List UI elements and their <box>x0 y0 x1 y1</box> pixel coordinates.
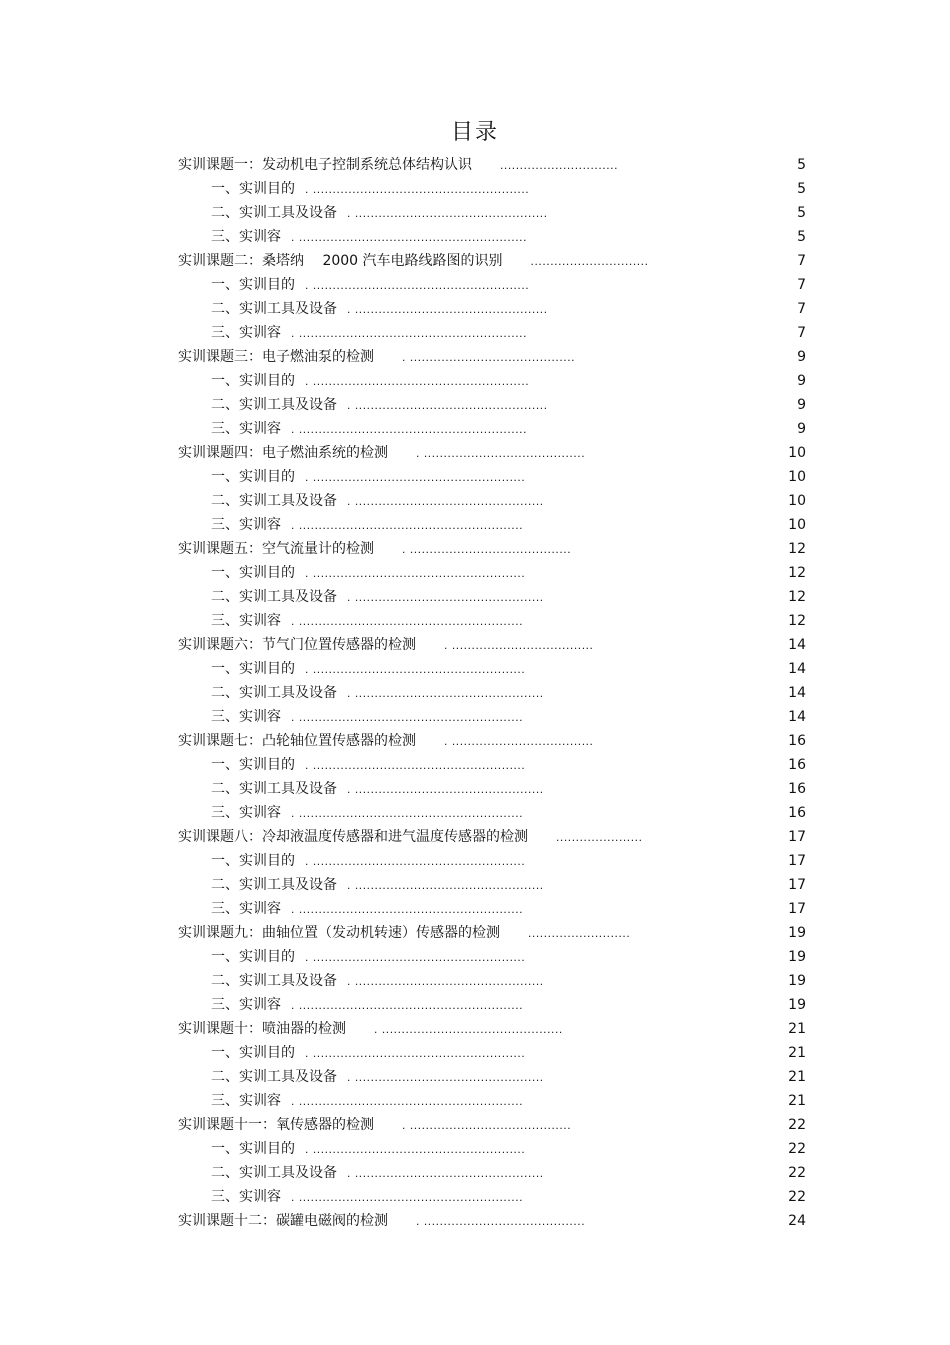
toc-dot-leader: . ................................................ <box>347 1070 544 1084</box>
toc-entry-label: 二、实训工具及设备 <box>211 397 337 413</box>
toc-page-number: 5 <box>797 157 806 173</box>
toc-dot-leader: . .......................................................... <box>291 326 528 340</box>
toc-page-number: 12 <box>788 565 806 581</box>
toc-section-entry[interactable] <box>0 393 950 417</box>
toc-page-number: 10 <box>788 493 806 509</box>
toc-section-entry[interactable] <box>0 561 950 585</box>
toc-entry-label: 实训课题五：空气流量计的检测 <box>178 541 374 557</box>
toc-section-entry[interactable] <box>0 969 950 993</box>
toc-entry-label: 二、实训工具及设备 <box>211 301 337 317</box>
toc-dot-leader: . ................................................ <box>347 686 544 700</box>
toc-section-entry[interactable] <box>0 1185 950 1209</box>
toc-entry-label: 二、实训工具及设备 <box>211 973 337 989</box>
toc-chapter-entry[interactable] <box>0 153 950 177</box>
toc-dot-leader: . ......................................................... <box>291 998 524 1012</box>
toc-entry-label: 二、实训工具及设备 <box>211 781 337 797</box>
toc-chapter-entry[interactable] <box>0 345 950 369</box>
toc-page-number: 22 <box>788 1165 806 1181</box>
toc-section-entry[interactable] <box>0 993 950 1017</box>
toc-section-entry[interactable] <box>0 465 950 489</box>
toc-entry-label: 二、实训工具及设备 <box>211 205 337 221</box>
toc-page-number: 17 <box>788 853 806 869</box>
toc-entry-label: 实训课题一：发动机电子控制系统总体结构认识 <box>178 157 472 173</box>
toc-entry-label: 一、实训目的 <box>211 181 295 197</box>
toc-dot-leader: . ......................................... <box>416 1214 586 1228</box>
toc-entry-label: 三、实训容 <box>211 517 281 533</box>
toc-entry-label: 一、实训目的 <box>211 277 295 293</box>
toc-dot-leader: . ................................................ <box>347 782 544 796</box>
toc-dot-leader: . .......................................... <box>402 350 576 364</box>
toc-page-number: 10 <box>788 469 806 485</box>
toc-entry-label: 一、实训目的 <box>211 757 295 773</box>
toc-entry-label: 实训课题十：喷油器的检测 <box>178 1021 346 1037</box>
toc-section-entry[interactable] <box>0 801 950 825</box>
toc-section-entry[interactable] <box>0 489 950 513</box>
toc-dot-leader: . ....................................................... <box>305 278 530 292</box>
toc-entry-label: 一、实训目的 <box>211 373 295 389</box>
toc-dot-leader: . ......................................................... <box>291 1094 524 1108</box>
toc-page-number: 9 <box>797 421 806 437</box>
toc-entry-label: 实训课题六：节气门位置传感器的检测 <box>178 637 416 653</box>
toc-section-entry[interactable] <box>0 1065 950 1089</box>
toc-page-number: 24 <box>788 1213 806 1229</box>
toc-section-entry[interactable] <box>0 705 950 729</box>
toc-page-number: 19 <box>788 973 806 989</box>
toc-section-entry[interactable] <box>0 201 950 225</box>
toc-dot-leader: .......................... <box>528 926 631 940</box>
toc-entry-label: 实训课题十一：氧传感器的检测 <box>178 1117 374 1133</box>
toc-entry-label: 三、实训容 <box>211 1189 281 1205</box>
toc-entry-label: 二、实训工具及设备 <box>211 589 337 605</box>
toc-chapter-entry[interactable] <box>0 441 950 465</box>
toc-page-number: 19 <box>788 925 806 941</box>
toc-page-number: 12 <box>788 613 806 629</box>
toc-entry-label: 一、实训目的 <box>211 1045 295 1061</box>
toc-entry-label: 三、实训容 <box>211 325 281 341</box>
toc-page-number: 7 <box>797 325 806 341</box>
toc-dot-leader: .............................. <box>530 254 649 268</box>
toc-page-number: 5 <box>797 229 806 245</box>
toc-dot-leader: . ...................................................... <box>305 1046 526 1060</box>
toc-section-entry[interactable] <box>0 1161 950 1185</box>
toc-dot-leader: . ...................................................... <box>305 1142 526 1156</box>
toc-entry-label: 实训课题三：电子燃油泵的检测 <box>178 349 374 365</box>
toc-page-number: 7 <box>797 301 806 317</box>
toc-dot-leader: . ...................................................... <box>305 758 526 772</box>
toc-dot-leader: . ......................................... <box>402 542 572 556</box>
toc-section-entry[interactable] <box>0 369 950 393</box>
toc-dot-leader: . ...................................................... <box>305 470 526 484</box>
toc-page-number: 22 <box>788 1141 806 1157</box>
toc-section-entry[interactable] <box>0 225 950 249</box>
toc-page-number: 21 <box>788 1093 806 1109</box>
toc-page-number: 16 <box>788 757 806 773</box>
toc-page-number: 9 <box>797 349 806 365</box>
toc-page-number: 7 <box>797 253 806 269</box>
toc-dot-leader: . .................................... <box>444 638 594 652</box>
toc-section-entry[interactable] <box>0 753 950 777</box>
toc-page-number: 14 <box>788 709 806 725</box>
toc-page-number: 7 <box>797 277 806 293</box>
toc-section-entry[interactable] <box>0 297 950 321</box>
toc-chapter-entry[interactable] <box>0 921 950 945</box>
toc-dot-leader: . ................................................. <box>347 302 548 316</box>
toc-entry-label: 二、实训工具及设备 <box>211 493 337 509</box>
toc-dot-leader: . ......................................................... <box>291 710 524 724</box>
toc-dot-leader: . ......................................... <box>416 446 586 460</box>
toc-dot-leader: . ................................................ <box>347 494 544 508</box>
toc-page-number: 16 <box>788 805 806 821</box>
toc-entry-label: 一、实训目的 <box>211 565 295 581</box>
toc-page-number: 22 <box>788 1117 806 1133</box>
toc-entry-label: 三、实训容 <box>211 613 281 629</box>
toc-page-number: 21 <box>788 1045 806 1061</box>
toc-section-entry[interactable] <box>0 681 950 705</box>
toc-dot-leader: . ................................................. <box>347 398 548 412</box>
toc-dot-leader: . ....................................................... <box>305 182 530 196</box>
toc-section-entry[interactable] <box>0 1137 950 1161</box>
toc-section-entry[interactable] <box>0 609 950 633</box>
toc-dot-leader: . ...................................................... <box>305 566 526 580</box>
table-of-contents <box>0 153 950 1233</box>
toc-dot-leader: . ...................................................... <box>305 950 526 964</box>
toc-section-entry[interactable] <box>0 849 950 873</box>
toc-dot-leader: . .......................................................... <box>291 230 528 244</box>
toc-section-entry[interactable] <box>0 513 950 537</box>
toc-section-entry[interactable] <box>0 585 950 609</box>
toc-chapter-entry[interactable] <box>0 729 950 753</box>
toc-page-number: 19 <box>788 997 806 1013</box>
toc-chapter-entry[interactable] <box>0 633 950 657</box>
toc-dot-leader: . .............................................. <box>374 1022 563 1036</box>
toc-section-entry[interactable] <box>0 945 950 969</box>
toc-chapter-entry[interactable] <box>0 249 950 273</box>
toc-section-entry[interactable] <box>0 273 950 297</box>
toc-chapter-entry[interactable] <box>0 1017 950 1041</box>
toc-dot-leader: . ......................................................... <box>291 902 524 916</box>
toc-page-number: 17 <box>788 877 806 893</box>
toc-entry-label: 三、实训容 <box>211 1093 281 1109</box>
toc-chapter-entry[interactable] <box>0 1209 950 1233</box>
toc-page-number: 21 <box>788 1021 806 1037</box>
toc-page-number: 5 <box>797 205 806 221</box>
toc-dot-leader: . ................................................. <box>347 206 548 220</box>
toc-dot-leader: . ......................................................... <box>291 614 524 628</box>
toc-page-number: 19 <box>788 949 806 965</box>
toc-dot-leader: . ....................................................... <box>305 374 530 388</box>
toc-entry-label: 二、实训工具及设备 <box>211 877 337 893</box>
toc-page-number: 14 <box>788 685 806 701</box>
toc-section-entry[interactable] <box>0 1089 950 1113</box>
toc-page-number: 12 <box>788 541 806 557</box>
toc-section-entry[interactable] <box>0 657 950 681</box>
toc-page-number: 14 <box>788 637 806 653</box>
toc-dot-leader: . ................................................ <box>347 1166 544 1180</box>
toc-chapter-entry[interactable] <box>0 825 950 849</box>
toc-page-number: 12 <box>788 589 806 605</box>
toc-page-number: 14 <box>788 661 806 677</box>
toc-entry-label: 实训课题八：冷却液温度传感器和进气温度传感器的检测 <box>178 829 528 845</box>
toc-dot-leader: . .................................... <box>444 734 594 748</box>
toc-section-entry[interactable] <box>0 177 950 201</box>
toc-chapter-entry[interactable] <box>0 537 950 561</box>
toc-entry-label: 实训课题七：凸轮轴位置传感器的检测 <box>178 733 416 749</box>
toc-entry-label: 三、实训容 <box>211 421 281 437</box>
toc-entry-label: 一、实训目的 <box>211 949 295 965</box>
toc-page-number: 21 <box>788 1069 806 1085</box>
toc-entry-label: 三、实训容 <box>211 901 281 917</box>
toc-section-entry[interactable] <box>0 873 950 897</box>
toc-entry-label: 二、实训工具及设备 <box>211 685 337 701</box>
toc-title: 目录 <box>450 120 499 145</box>
toc-entry-label: 三、实训容 <box>211 997 281 1013</box>
toc-page-number: 9 <box>797 373 806 389</box>
toc-page-number: 10 <box>788 517 806 533</box>
toc-chapter-entry[interactable] <box>0 1113 950 1137</box>
toc-entry-label: 三、实训容 <box>211 805 281 821</box>
toc-dot-leader: . ...................................................... <box>305 854 526 868</box>
toc-entry-label: 一、实训目的 <box>211 469 295 485</box>
toc-entry-label: 三、实训容 <box>211 229 281 245</box>
toc-entry-label: 一、实训目的 <box>211 853 295 869</box>
toc-entry-label: 实训课题九：曲轴位置（发动机转速）传感器的检测 <box>178 925 500 941</box>
toc-page-number: 16 <box>788 781 806 797</box>
toc-entry-label: 二、实训工具及设备 <box>211 1165 337 1181</box>
toc-dot-leader: . .......................................................... <box>291 422 528 436</box>
toc-page-number: 9 <box>797 397 806 413</box>
toc-page-number: 10 <box>788 445 806 461</box>
toc-dot-leader: . ......................................................... <box>291 1190 524 1204</box>
toc-dot-leader: . ......................................................... <box>291 518 524 532</box>
toc-dot-leader: . ...................................................... <box>305 662 526 676</box>
toc-entry-label: 实训课题四：电子燃油系统的检测 <box>178 445 388 461</box>
toc-dot-leader: . ......................................... <box>402 1118 572 1132</box>
toc-dot-leader: . ................................................ <box>347 590 544 604</box>
toc-page-number: 17 <box>788 829 806 845</box>
toc-entry-label: 实训课题十二：碳罐电磁阀的检测 <box>178 1213 388 1229</box>
toc-page-number: 17 <box>788 901 806 917</box>
toc-page-number: 22 <box>788 1189 806 1205</box>
toc-dot-leader: . ................................................ <box>347 878 544 892</box>
toc-section-entry[interactable] <box>0 1041 950 1065</box>
toc-entry-label: 三、实训容 <box>211 709 281 725</box>
toc-section-entry[interactable] <box>0 321 950 345</box>
toc-page-number: 16 <box>788 733 806 749</box>
toc-entry-label: 二、实训工具及设备 <box>211 1069 337 1085</box>
toc-entry-label: 一、实训目的 <box>211 661 295 677</box>
toc-section-entry[interactable] <box>0 897 950 921</box>
toc-page-number: 5 <box>797 181 806 197</box>
toc-dot-leader: . ......................................................... <box>291 806 524 820</box>
toc-dot-leader: .............................. <box>500 158 619 172</box>
toc-dot-leader: ...................... <box>556 830 643 844</box>
toc-entry-label: 一、实训目的 <box>211 1141 295 1157</box>
toc-dot-leader: . ................................................ <box>347 974 544 988</box>
toc-entry-label: 实训课题二：桑塔纳 2000 汽车电路线路图的识别 <box>178 253 503 269</box>
toc-section-entry[interactable] <box>0 417 950 441</box>
toc-section-entry[interactable] <box>0 777 950 801</box>
